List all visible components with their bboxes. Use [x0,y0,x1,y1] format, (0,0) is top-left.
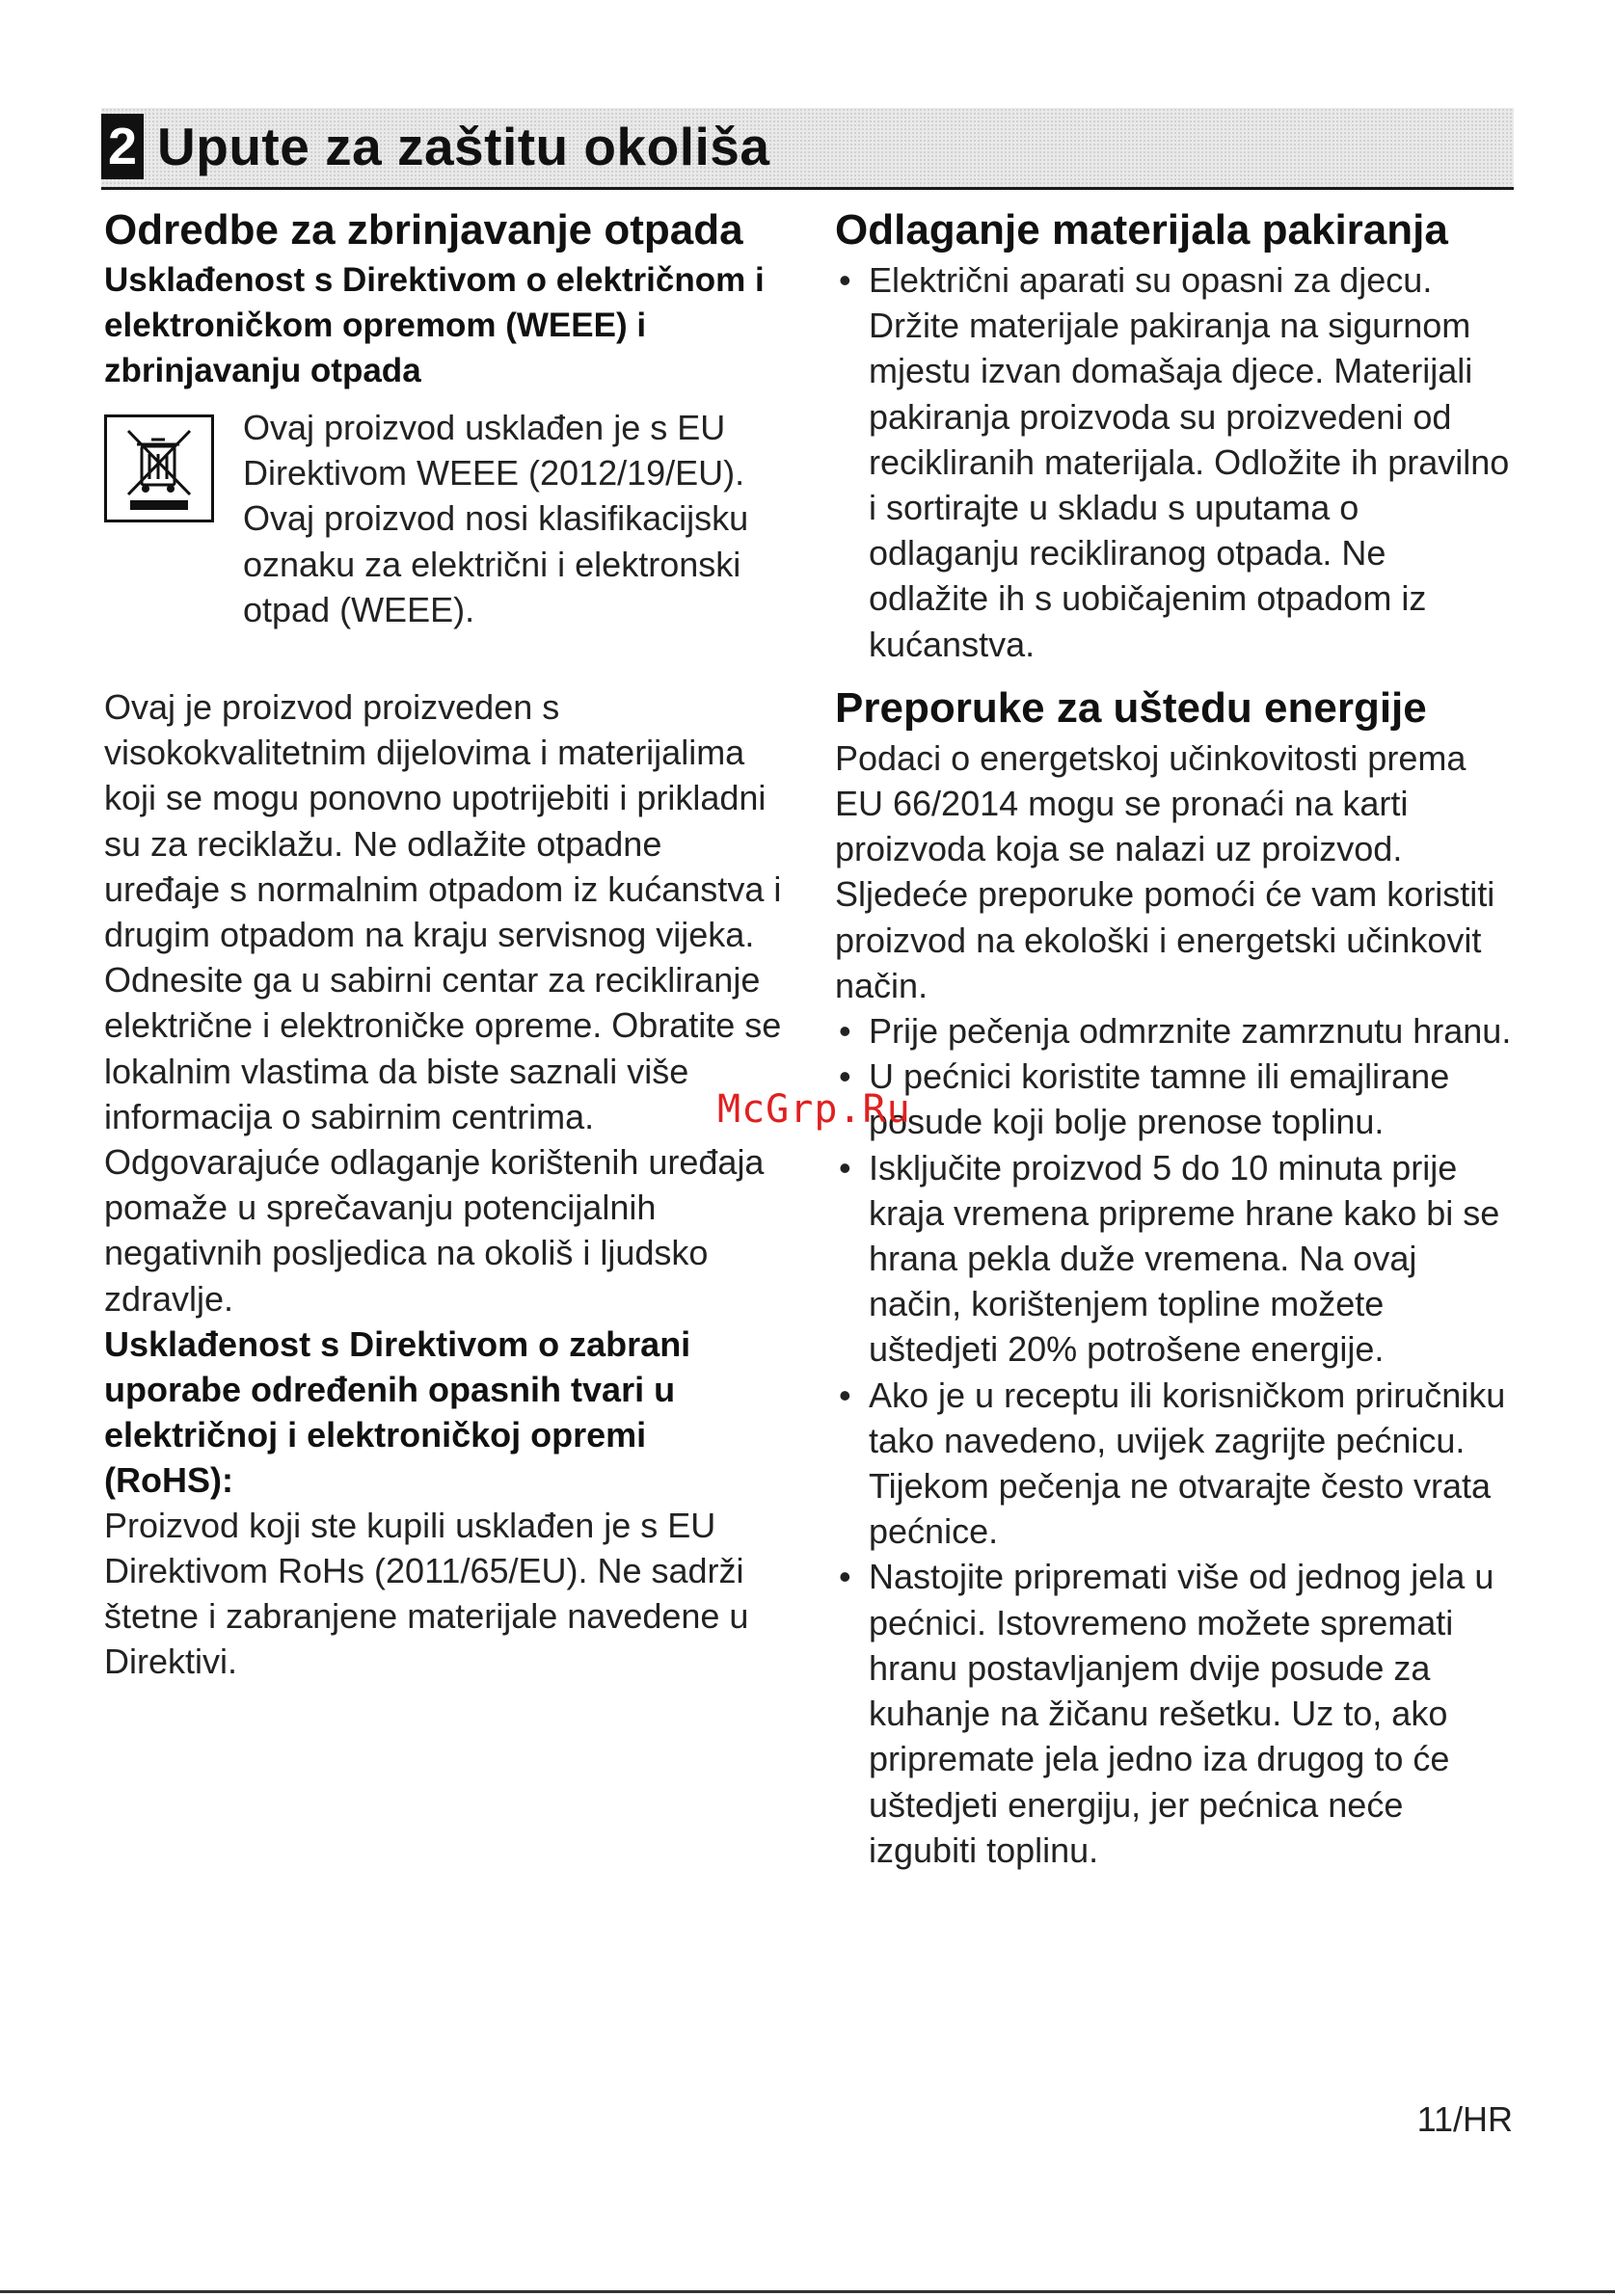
list-item: • Prije pečenja odmrznite zamrznutu hranu. [835,1008,1515,1054]
bottom-divider [0,2290,1615,2293]
packaging-list [835,257,1515,667]
list-item: • U pećnici koristite tamne ili emajlirane posude koji bolje prenose toplinu. [835,1054,1515,1144]
list-item: • Električni aparati su opasni za djecu. Držite materijale pakiranja na sigurnom mjestu izvan domašaja djece. Materijali pakiranja proizvoda su proizvedeni od recikliranih materijala. Odložite ih pravilno i sortirajte u skladu s uputama o odlaganju recikliranog otpada. Ne odlažite ih s uobičajenim otpadom iz kućanstva. [835,257,1515,667]
list-item: • Nastojite pripremati više od jednog jela u pećnici. Istovremeno možete spremati hranu postavljanjem dvije posude za kuhanje na žičanu rešetku. Uz to, ako pripremate jela jedno iza drugog to će uštedjeti energiju, jer pećnica neće izgubiti toplinu. [835,1554,1515,1872]
watermark: McGrp.Ru [717,1087,911,1132]
weee-block [104,405,784,677]
disposal-heading: Odredbe za zbrinjavanje otpada [104,206,743,254]
packaging-heading: Odlaganje materijala pakiranja [835,206,1448,254]
energy-intro: Podaci o energetskoj učinkovitosti prema EU 66/2014 mogu se pronaći na karti proizvoda koja se nalazi uz proizvod. Sljedeće preporuke pomoći će vam koristiti proizvod na ekološki i energetski učinkovit način. [835,737,1495,1005]
right-column [835,202,1515,1873]
energy-list [835,1008,1515,1873]
left-column [104,202,784,1685]
weee-paragraph: Ovaj je proizvod proizveden s visokokvalitetnim dijelovima i materijalima koji se mogu ponovno upotrijebiti i prikladni su za reciklažu. Ne odlažite otpadne uređaje s normalnim otpadom iz kućanstva i drugim otpadom na kraju servisnog vijeka. Odnesite ga u sabirni centar za recikliranje električne i elektroničke opreme. Obratite se lokalnim vlastima da biste saznali više informacija o sabirnim centrima. Odgovarajuće odlaganje korištenih uređaja pomaže u sprečavanju potencijalnih negativnih posljedica na okoliš i ljudsko zdravlje. [104,687,782,1319]
weee-statement: Ovaj proizvod usklađen je s EU Direktivom WEEE (2012/19/EU). Ovaj proizvod nosi klasifikacijsku oznaku za električni i elektronski otpad (WEEE). [243,408,749,629]
page-number: 11/HR [1416,2099,1513,2139]
chapter-number: 2 [101,114,144,179]
chapter-title: Upute za zaštitu okoliša [157,117,770,176]
crossed-out-wheeled-bin-icon [104,414,214,522]
weee-subheading: Usklađenost s Direktivom o električnom i elektroničkom opremom (WEEE) i zbrinjavanju otpada [104,261,765,389]
rohs-paragraph: Proizvod koji ste kupili usklađen je s EU Direktivom RoHs (2011/65/EU). Ne sadrži štetne i zabranjene materijale navedene u Direktivi. [104,1505,749,1682]
energy-heading: Preporuke za uštedu energije [835,683,1427,732]
chapter-header [101,108,1514,190]
list-item: • Ako je u receptu ili korisničkom priručniku tako navedeno, uvijek zagrijte pećnicu. Tijekom pečenja ne otvarajte često vrata pećnice. [835,1373,1515,1555]
list-item: • Isključite proizvod 5 do 10 minuta prije kraja vremena pripreme hrane kako bi se hrana pekla duže vremena. Na ovaj način, korištenjem topline možete uštedjeti 20% potrošene energije. [835,1145,1515,1373]
rohs-subheading: Usklađenost s Direktivom o zabrani uporabe određenih opasnih tvari u električnoj i elektroničkoj opremi (RoHS): [104,1323,691,1500]
